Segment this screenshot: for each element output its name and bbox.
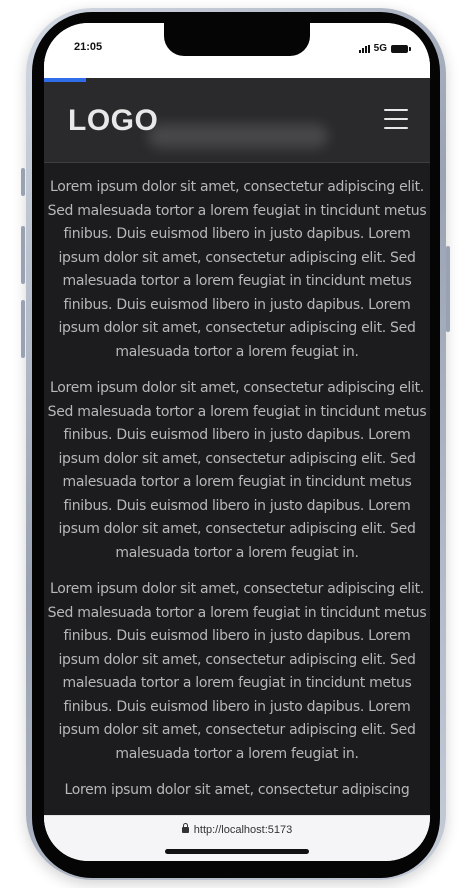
site-logo[interactable]: LOGO (68, 104, 159, 137)
signal-icon (359, 45, 370, 53)
blurred-page-title (148, 124, 328, 148)
text-paragraph: Lorem ipsum dolor sit amet, consectetur adipiscing elit. Sed malesuada tortor a lorem feugiat in tincidunt metus finibus. Duis euismod libero in justo dapibus. Lorem ipsum dolor sit amet, consectetur adipiscing elit. Sed malesuada tortor a lorem feugiat in tincidunt metus finibus. Duis euismod libero in justo dapibus. Lorem ipsum dolor sit amet, consectetur adipiscing elit. Sed malesuada tortor a lorem feugiat in. (47, 179, 427, 360)
volume-down-button (21, 300, 25, 358)
status-icons (359, 43, 408, 54)
url-text: http://localhost:5173 (193, 824, 293, 836)
status-bar (44, 23, 430, 78)
status-time: 21:05 (74, 41, 103, 53)
text-paragraph: Lorem ipsum dolor sit amet, consectetur adipiscing elit. Sed malesuada tortor a lorem feugiat in tincidunt metus finibus. Duis euismod libero in justo dapibus. Lorem ipsum dolor sit amet, consectetur adipiscing elit. Sed malesuada tortor a lorem feugiat in tincidunt metus finibus. Duis euismod libero in justo dapibus. Lorem ipsum dolor sit amet, consectetur adipiscing elit. Sed malesuada tortor a lorem feugiat in. (47, 581, 427, 762)
site-header (44, 78, 430, 163)
text-paragraph: Lorem ipsum dolor sit amet, consectetur adipiscing (64, 782, 410, 798)
notch (164, 23, 310, 56)
progress-fill (44, 78, 86, 82)
network-type: 5G (373, 43, 387, 54)
reading-progress-bar (44, 78, 430, 82)
lock-icon (182, 827, 189, 833)
web-page (44, 78, 430, 815)
hamburger-icon (384, 109, 408, 111)
home-indicator[interactable] (165, 849, 309, 854)
volume-up-button (21, 226, 25, 284)
hamburger-menu-button[interactable] (384, 109, 408, 129)
browser-url-bar[interactable] (44, 815, 430, 861)
phone-screen (44, 23, 430, 861)
battery-icon (391, 45, 408, 53)
text-paragraph: Lorem ipsum dolor sit amet, consectetur adipiscing elit. Sed malesuada tortor a lorem feugiat in tincidunt metus finibus. Duis euismod libero in justo dapibus. Lorem ipsum dolor sit amet, consectetur adipiscing elit. Sed malesuada tortor a lorem feugiat in tincidunt metus finibus. Duis euismod libero in justo dapibus. Lorem ipsum dolor sit amet, consectetur adipiscing elit. Sed malesuada tortor a lorem feugiat in. (47, 380, 427, 561)
silent-switch (21, 168, 25, 196)
power-button (446, 246, 450, 332)
main-content (44, 163, 430, 815)
